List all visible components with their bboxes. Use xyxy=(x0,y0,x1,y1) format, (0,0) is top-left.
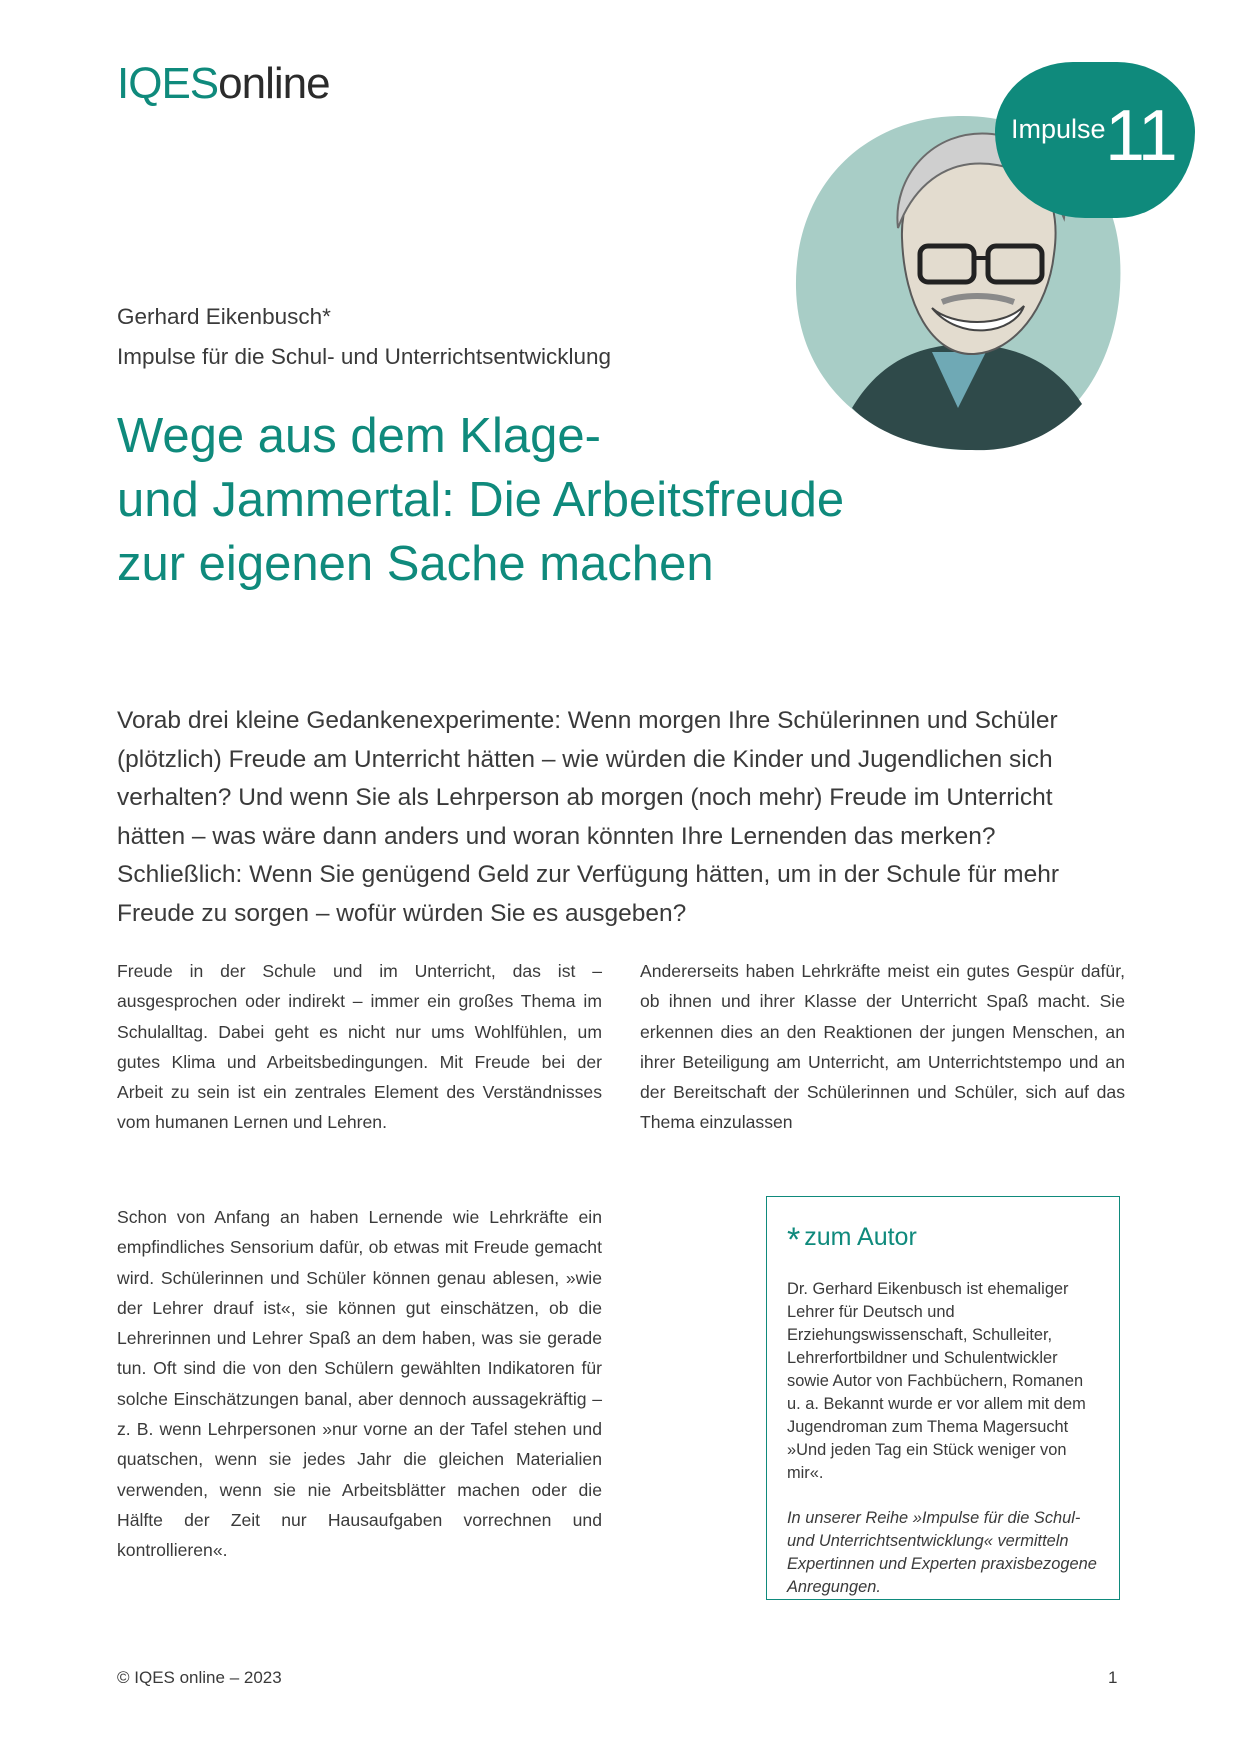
author-info-box xyxy=(766,1196,1120,1600)
footer-copyright: © IQES online – 2023 xyxy=(117,1668,282,1687)
author-box-title-text: zum Autor xyxy=(804,1223,917,1251)
article-title xyxy=(117,404,917,596)
series-note: In unserer Reihe »Impulse für die Schul- und Unterrichtsentwicklung« vermitteln Expertinnen und Experten praxisbezogene Anregungen. xyxy=(787,1509,1097,1596)
badge-number: 11 xyxy=(1105,96,1176,176)
badge-label: Impulse xyxy=(1011,114,1106,144)
body-paragraph: Schon von Anfang an haben Lernende wie Lehrkräfte ein empfindliches Sensorium dafür, ob etwas mit Freude gemacht wird. Schülerinnen und Schüler können genau ablesen, »wie der Lehrer drauf ist«, sie können gut einschätzen, ob die Lehrerinnen und Lehrer Spaß an dem haben, was sie gerade tun. Oft sind die von den Schülern gewählten Indikatoren für solche Einschätzungen banal, aber dennoch aussagekräftig – z. B. wenn Lehrpersonen »nur vorne an der Tafel stehen und quatschen, wenn sie jedes Jahr die gleichen Materialien verwenden, wenn sie nie Arbeitsblätter machen oder die Hälfte der Zeit nur Hausaufgaben vorrechnen und kontrollieren«. xyxy=(117,1207,602,1561)
author-bio: Dr. Gerhard Eikenbusch ist ehemaliger Lehrer für Deutsch und Erziehungswissenschaft, Schulleiter, Lehrerfortbildner und Schulentwickler sowie Autor von Fachbüchern, Romanen u. a. Bekannt wurde er vor allem mit dem Jugendroman zum Thema Magersucht »Und jeden Tag ein Stück weniger von mir«. xyxy=(787,1280,1086,1482)
title-line: Wege aus dem Klage- xyxy=(117,409,601,463)
title-line: und Jammertal: Die Arbeitsfreude xyxy=(117,473,845,527)
logo xyxy=(117,59,330,108)
title-line: zur eigenen Sache machen xyxy=(117,537,714,591)
logo-brand: IQES xyxy=(117,59,219,108)
author-box-title xyxy=(787,1221,1099,1260)
logo-suffix: online xyxy=(218,59,330,108)
body-paragraph: Andererseits haben Lehrkräfte meist ein gutes Gespür dafür, ob ihnen und ihrer Klasse der Unterricht Spaß macht. Sie erkennen dies an den Reaktionen der jungen Menschen, an ihrer Beteiligung am Unterricht, am Unterrichtstempo und an der Bereitschaft der Schülerinnen und Schüler, sich auf das Thema einzulassen xyxy=(640,961,1125,1133)
asterisk-icon: * xyxy=(787,1221,801,1259)
series-name: Impulse für die Schul- und Unterrichtsentwicklung xyxy=(117,344,611,369)
page-number: 1 xyxy=(1108,1668,1118,1687)
impulse-badge xyxy=(995,62,1195,218)
lead-paragraph: Vorab drei kleine Gedankenexperimente: Wenn morgen Ihre Schülerinnen und Schüler (plötzlich) Freude am Unterricht hätten – wie würden die Kinder und Jugendlichen sich verhalten? Und wenn Sie als Lehrperson ab morgen (noch mehr) Freude im Unterricht hätten – was wäre dann anders und woran könnten Ihre Lernenden das merken? Schließlich: Wenn Sie genügend Geld zur Verfügung hätten, um in der Schule für mehr Freude zu sorgen – wofür würden Sie es ausgeben? xyxy=(117,707,1059,927)
author-name: Gerhard Eikenbusch* xyxy=(117,304,331,329)
body-paragraph: Freude in der Schule und im Unterricht, das ist – ausgesprochen oder indirekt – immer ein großes Thema im Schulalltag. Dabei geht es nicht nur ums Wohlfühlen, um gutes Klima und Arbeitsbedingungen. Mit Freude bei der Arbeit zu sein ist ein zentrales Element des Verständnisses vom humanen Lernen und Lehren. xyxy=(117,961,602,1133)
